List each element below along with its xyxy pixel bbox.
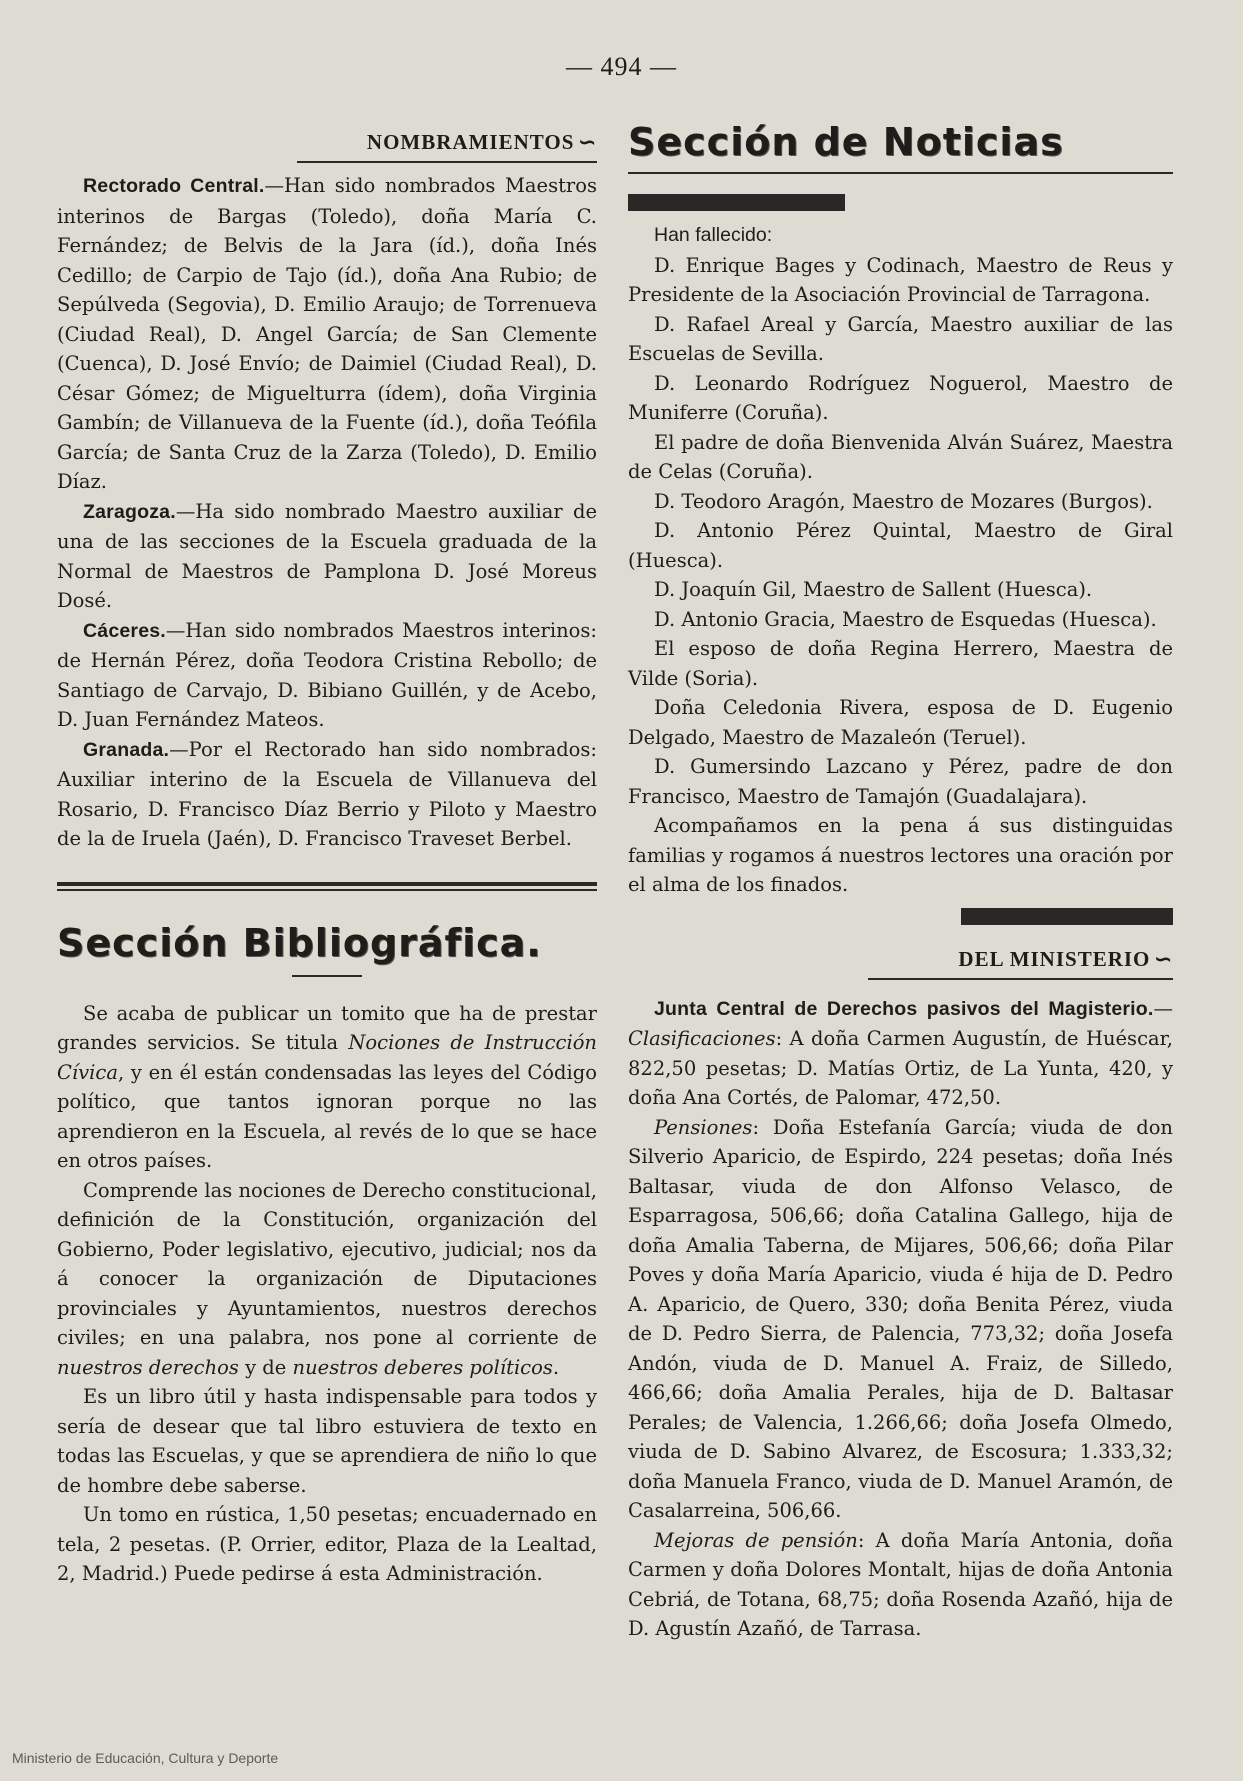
pensiones-label: Pensiones bbox=[654, 1115, 753, 1139]
footer-credit: Ministerio de Educación, Cultura y Deporte bbox=[12, 1750, 279, 1766]
nombramientos-heading bbox=[57, 130, 597, 155]
noticias-paragraph: D. Joaquín Gil, Maestro de Sallent (Huesca). bbox=[654, 578, 1093, 601]
nombramientos-paragraph bbox=[57, 616, 597, 735]
bibliografica-paragraph bbox=[57, 1176, 597, 1383]
text-run: : Doña Estefanía García; viuda de don Silverio Aparicio, de Espirdo, 224 pesetas; doña Inés Baltasar, viuda de don Alfonso Velasco, de Esparragosa, 506,66; doña Catalina Gallego, hija de doña Amalia Taberna, de Mijares, 506,66; doña Pilar Poves y doña María Aparicio, viuda é hija de D. Pedro A. Aparicio, de Quero, 330; doña Benita Pérez, viuda de D. Pedro Sierra, de Palencia, 773,32; doña Josefa Andón, viuda de D. Manuel A. Fraiz, de Silledo, 466,66; doña Amalia Perales, hija de D. Baltasar Perales; de Valencia, 1.266,66; doña Josefa Olmedo, viuda de D. Sabino Alvarez, de Escosura; 1.333,32; doña Manuela Franco, viuda de D. Manuel Aramón, de Casalarreina, 506,66. bbox=[628, 1115, 1173, 1522]
section-divider bbox=[57, 882, 597, 891]
noticias-paragraph: D. Leonardo Rodríguez Noguerol, Maestro de Muniferre (Coruña). bbox=[628, 371, 1173, 424]
text-run: : A doña María Antonia, doña Carmen y doña Dolores Montalt, hijas de doña Antonia Cebriá, de Totana, 68,75; doña Rosenda Azañó, hija de D. Agustín Azañó, de Tarrasa. bbox=[628, 1528, 1173, 1640]
left-column bbox=[57, 120, 597, 1589]
bibliografica-paragraph: Es un libro útil y hasta indispensable para todos y sería de desear que tal libro estuviera de texto en todas las Escuelas, y que se aprendiera de niño lo que de hombre debe saberse. bbox=[57, 1385, 597, 1497]
ministerio-paragraph bbox=[628, 1526, 1173, 1644]
ministerio-heading bbox=[628, 947, 1173, 972]
noticias-paragraph: D. Enrique Bages y Codinach, Maestro de Reus y Presidente de la Asociación Provincial de Tarragona. bbox=[628, 253, 1173, 306]
title-rule bbox=[628, 172, 1173, 174]
noticias-paragraph: El padre de doña Bienvenida Alván Suárez, Maestra de Celas (Coruña). bbox=[628, 430, 1173, 483]
italic-run: nuestros deberes políticos bbox=[292, 1355, 553, 1379]
heading-rule bbox=[297, 161, 597, 163]
nombramientos-heading-text: NOMBRAMIENTOS bbox=[366, 130, 575, 154]
page-number: — 494 — bbox=[566, 52, 677, 81]
text-run: , y en él están condensadas las leyes del Código político, que tantos ignoran porque no las aprendieron en la Escuela, al revés de lo que se hace en otros países. bbox=[57, 1060, 597, 1172]
bibliografica-title: Sección Bibliográfica. bbox=[57, 920, 542, 965]
ministerio-heading-text: DEL MINISTERIO bbox=[958, 946, 1151, 971]
text-run: — bbox=[1153, 996, 1173, 1020]
noticias-paragraph: D. Rafael Areal y García, Maestro auxiliar de las Escuelas de Sevilla. bbox=[628, 312, 1173, 365]
right-column bbox=[628, 120, 1173, 1644]
ministerio-paragraph bbox=[628, 994, 1173, 1113]
noticias-paragraph: Han fallecido: bbox=[654, 224, 773, 246]
text-run: : A doña Carmen Augustín, de Huéscar, 822,50 pesetas; D. Matías Ortiz, de La Yunta, 420, y doña Ana Cortés, de Palomar, 472,50. bbox=[628, 1027, 1173, 1109]
text-run: Comprende las nociones de Derecho constitucional, definición de la Constitución, organización del Gobierno, Poder legislativo, ejecutivo, judicial; nos da á conocer la organización de Diputaciones provinciales y Ayuntamientos, nuestros derechos civiles; en una palabra, nos pone al corriente de bbox=[57, 1178, 597, 1349]
mejoras-label: Mejoras de pensión bbox=[654, 1528, 858, 1552]
nombramientos-paragraph bbox=[57, 171, 597, 497]
junta-lead: Junta Central de Derechos pasivos del Magisterio. bbox=[654, 997, 1154, 1020]
noticias-paragraph: D. Antonio Gracia, Maestro de Esquedas (Huesca). bbox=[654, 607, 1157, 631]
noticias-paragraph: El esposo de doña Regina Herrero, Maestra de Vilde (Soria). bbox=[628, 637, 1173, 690]
noticias-title: Sección de Noticias bbox=[628, 120, 1064, 164]
ornament-icon: ∽ bbox=[1154, 946, 1173, 971]
region-lead: Zaragoza. bbox=[83, 500, 176, 523]
bibliografica-paragraph: Un tomo en rústica, 1,50 pesetas; encuadernado en tela, 2 pesetas. (P. Orrier, editor, Plaza de la Lealtad, 2, Madrid.) Puede pedirse á esta Administración. bbox=[57, 1503, 597, 1585]
noticias-paragraph: D. Gumersindo Lazcano y Pérez, padre de don Francisco, Maestro de Tamajón (Guadalajara). bbox=[628, 755, 1173, 808]
region-lead: Granada. bbox=[83, 738, 170, 761]
book-title: Nociones de Instrucción Cívica bbox=[57, 1031, 597, 1084]
italic-run: nuestros derechos bbox=[57, 1355, 239, 1379]
nombramientos-paragraph bbox=[57, 497, 597, 616]
bibliografica-paragraph bbox=[57, 999, 597, 1176]
black-bar bbox=[628, 194, 845, 211]
paragraph-text: —Han sido nombrados Maestros interinos de Bargas (Toledo), doña María C. Fernández; de Belvis de la Jara (íd.), doña Inés Cedillo; de Carpio de Tajo (íd.), doña Ana Rubio; de Sepúlveda (Segovia), D. Emilio Araujo; de Torrenueva (Ciudad Real), D. Angel García; de San Clemente (Cuenca), D. José Envío; de Daimiel (Ciudad Real), D. César Gómez; de Miguelturra (ídem), doña Virginia Gambín; de Villanueva de la Fuente (íd.), doña Teófila García; de Santa Cruz de la Zarza (Toledo), D. Emilio Díaz. bbox=[57, 174, 597, 493]
noticias-paragraph: Doña Celedonia Rivera, esposa de D. Eugenio Delgado, Maestro de Mazaleón (Teruel). bbox=[628, 696, 1173, 749]
noticias-paragraph: Acompañamos en la pena á sus distinguidas familias y rogamos á nuestros lectores una oración por el alma de los finados. bbox=[628, 814, 1173, 896]
region-lead: Cáceres. bbox=[83, 619, 166, 642]
paragraph-text: —Por el Rectorado han sido nombrados: Auxiliar interino de la Escuela de Villanueva del Rosario, D. Francisco Díaz Berrio y Piloto y Maestro de la de Iruela (Jaén), D. Francisco Traveset Berbel. bbox=[57, 737, 597, 850]
ministerio-paragraph bbox=[628, 1113, 1173, 1526]
ornament-icon: ∽ bbox=[578, 130, 597, 154]
text-run: . bbox=[552, 1355, 560, 1379]
heading-rule bbox=[868, 978, 1173, 980]
text-run: y de bbox=[238, 1355, 293, 1379]
nombramientos-paragraph bbox=[57, 735, 597, 854]
paragraph-text: —Ha sido nombrado Maestro auxiliar de una de las secciones de la Escuela graduada de la Normal de Maestros de Pamplona D. José Moreus Dosé. bbox=[57, 499, 597, 612]
black-bar bbox=[961, 908, 1173, 925]
text-run: Se acaba de publicar un tomito que ha de prestar grandes servicios. Se titula bbox=[57, 1001, 597, 1054]
region-lead: Rectorado Central. bbox=[83, 175, 265, 197]
title-underline bbox=[292, 975, 362, 977]
paragraph-text: —Han sido nombrados Maestros interinos: de Hernán Pérez, doña Teodora Cristina Rebollo; de Santiago de Carvajo, D. Bibiano Guillén, y de Acebo, D. Juan Fernández Mateos. bbox=[57, 618, 597, 731]
noticias-paragraph: D. Antonio Pérez Quintal, Maestro de Giral (Huesca). bbox=[628, 519, 1173, 572]
clasificaciones-label: Clasificaciones bbox=[628, 1027, 776, 1050]
noticias-paragraph: D. Teodoro Aragón, Maestro de Mozares (Burgos). bbox=[654, 489, 1153, 513]
